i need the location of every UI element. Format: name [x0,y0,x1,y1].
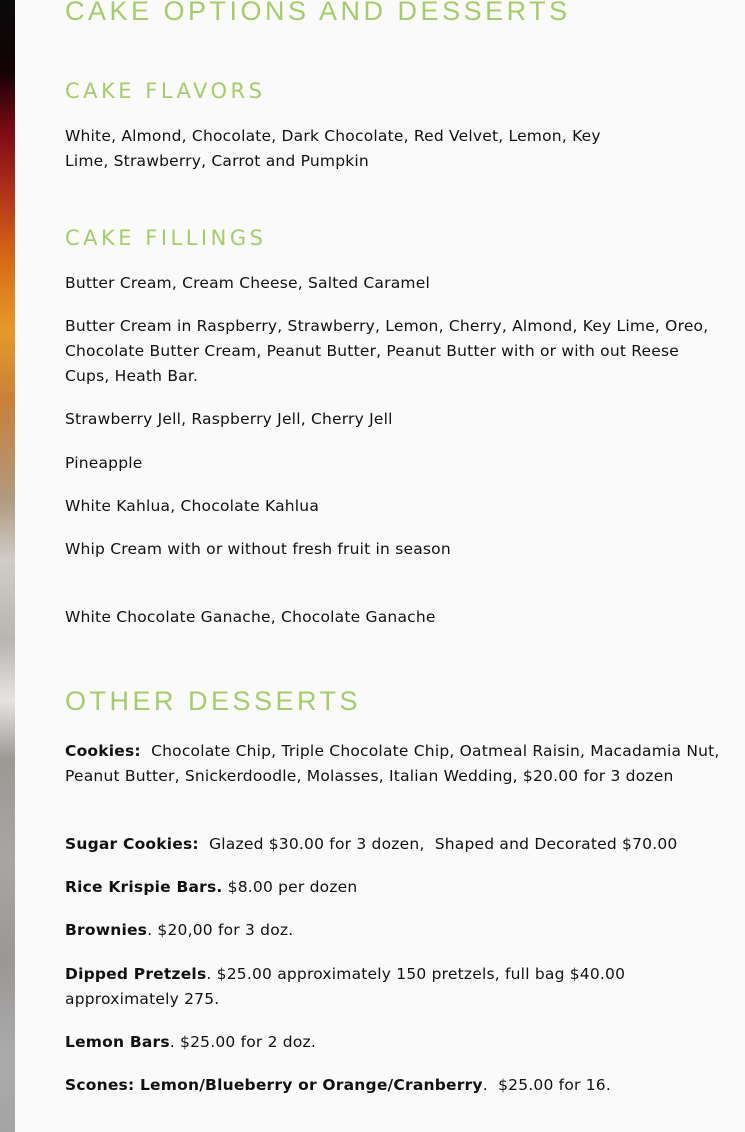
dessert-item [65,739,725,789]
dessert-details: $8.00 per dozen [222,878,358,896]
page-title: CAKE OPTIONS AND DESSERTS [65,0,571,26]
cake-fillings-heading: CAKE FILLINGS [65,226,267,250]
filling-item: White Kahlua, Chocolate Kahlua [65,497,320,515]
filling-item: Whip Cream with or without fresh fruit in season [65,540,451,558]
dessert-details: Glazed $30.00 for 3 dozen, Shaped and Decorated $70.00 [198,835,678,853]
dessert-name: Lemon Bars [65,1033,170,1051]
dessert-details: Chocolate Chip, Triple Chocolate Chip, Oatmeal Raisin, Macadamia Nut, Peanut Butter, Snickerdoodle, Molasses, Italian Wedding, $20.00 for 3 dozen [65,742,720,785]
cake-flavors-heading: CAKE FLAVORS [65,79,266,103]
filling-item: White Chocolate Ganache, Chocolate Ganache [65,608,436,626]
dessert-details: . $25.00 approximately 150 pretzels, full bag $40.00 approximately 275. [65,965,626,1008]
cake-flavors-line-2: Lime, Strawberry, Carrot and Pumpkin [65,152,369,170]
dessert-name: Cookies: [65,742,141,760]
filling-item: Strawberry Jell, Raspberry Jell, Cherry Jell [65,410,393,428]
dessert-details: . $25.00 for 16. [482,1076,611,1094]
dessert-item [65,1073,725,1098]
other-desserts-heading: OTHER DESSERTS [65,686,362,716]
filling-item: Butter Cream in Raspberry, Strawberry, Lemon, Cherry, Almond, Key Lime, Oreo, Chocolate Butter Cream, Peanut Butter, Peanut Butter with or with out Reese Cups, Heath Bar. [65,317,709,385]
dessert-name: Scones: Lemon/Blueberry or Orange/Cranberry [65,1076,483,1094]
filling-item: Butter Cream, Cream Cheese, Salted Caramel [65,274,430,292]
background-photo-strip [0,0,15,1132]
dessert-name: Dipped Pretzels [65,965,207,983]
dessert-item [65,875,725,900]
dessert-item [65,832,725,857]
dessert-details: . $20,00 for 3 doz. [147,921,294,939]
dessert-details: . $25.00 for 2 doz. [169,1033,316,1051]
dessert-item [65,1030,725,1055]
dessert-item [65,962,665,1012]
cake-flavors-line-1: White, Almond, Chocolate, Dark Chocolate, Red Velvet, Lemon, Key [65,127,601,145]
cake-flavors-text [65,124,665,174]
dessert-name: Sugar Cookies: [65,835,199,853]
filling-item: Pineapple [65,454,143,472]
dessert-name: Rice Krispie Bars. [65,878,223,896]
dessert-name: Brownies [65,921,148,939]
dessert-item [65,918,725,943]
